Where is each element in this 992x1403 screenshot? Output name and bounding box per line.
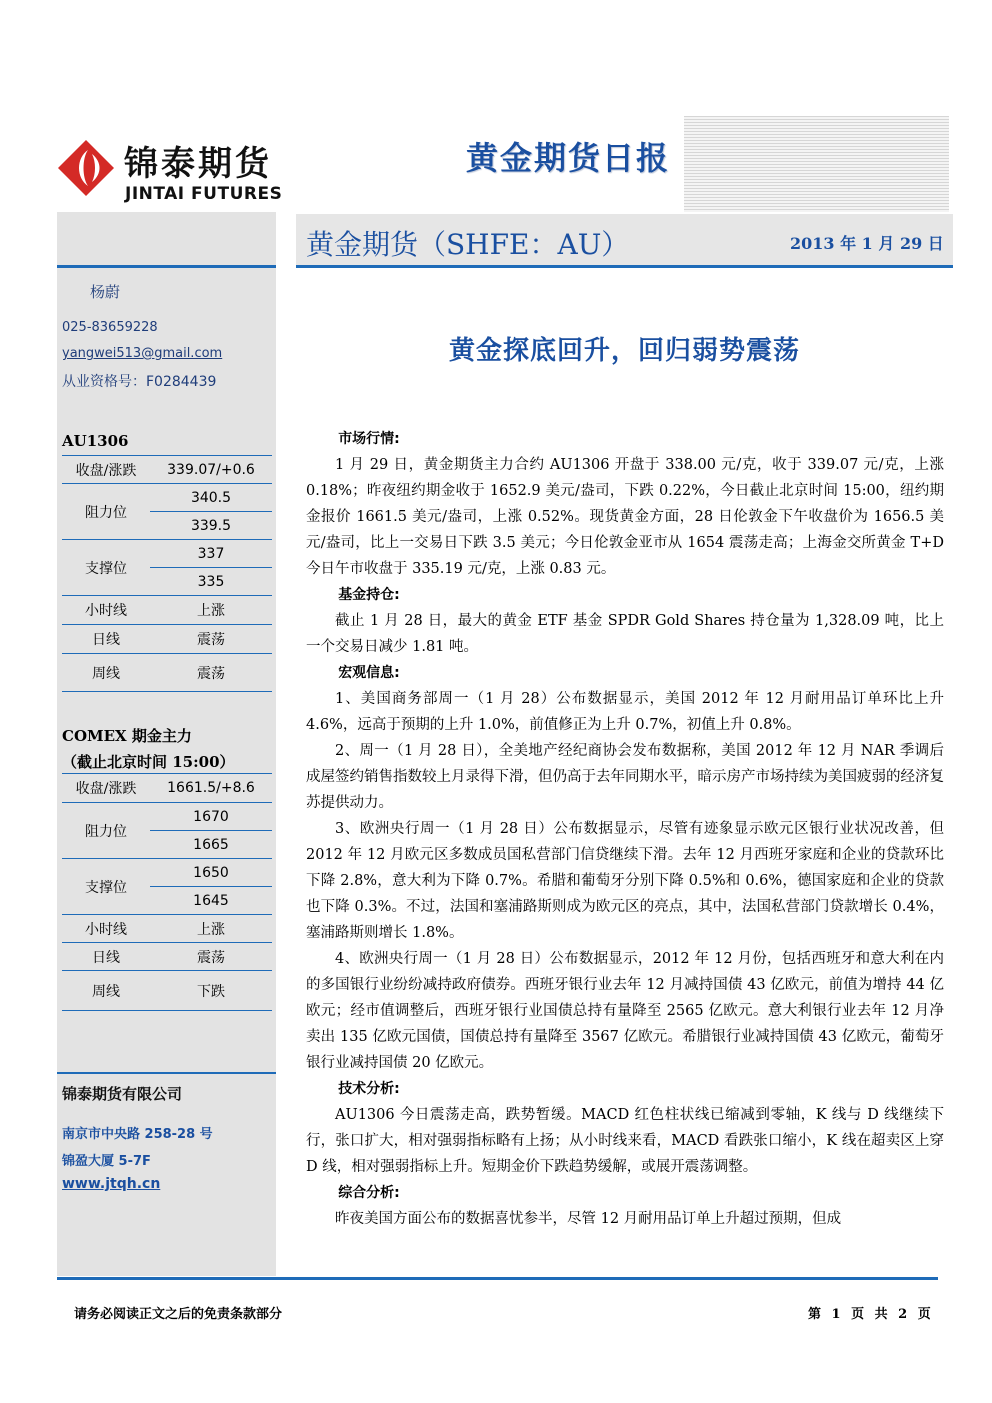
analyst-email-link[interactable]: yangwei513@gmail.com bbox=[62, 346, 223, 361]
au-resistance-label: 阻力位 bbox=[62, 484, 150, 540]
comex-resistance-2: 1665 bbox=[150, 831, 272, 859]
analyst-name: 杨蔚 bbox=[90, 283, 121, 301]
au-resistance-2: 339.5 bbox=[150, 512, 272, 540]
au-daily-value: 震荡 bbox=[150, 625, 272, 654]
paragraph-macro-1: 1、美国商务部周一（1 月 28）公布数据显示，美国 2012 年 12 月耐用品订单环比上升 4.6%，远高于预期的上升 1.0%，前值修正为上升 0.7%，初值上升 0.8%。 bbox=[306, 691, 944, 733]
au-support-label: 支撑位 bbox=[62, 540, 150, 596]
paragraph-macro-2: 2、周一（1 月 28 日），全美地产经纪商协会发布数据称，美国 2012 年 12 月 NAR 季调后成屋签约销售指数较上月录得下滑，但仍高于去年同期水平，暗示房产市场持续为美国疲弱的经济复苏提供动力。 bbox=[306, 743, 944, 811]
au-weekly-value: 震荡 bbox=[150, 654, 272, 692]
comex-support-1: 1650 bbox=[150, 859, 272, 887]
au-daily-label: 日线 bbox=[62, 625, 150, 654]
section-title-market: 市场行情: bbox=[338, 431, 400, 447]
au-hourly-value: 上涨 bbox=[150, 596, 272, 625]
company-address-line2: 锦盈大厦 5-7F bbox=[62, 1154, 151, 1169]
section-title-fund: 基金持仓: bbox=[338, 587, 400, 603]
report-title: 黄金期货日报 bbox=[466, 139, 671, 177]
logo-icon bbox=[58, 140, 114, 196]
au-support-2: 335 bbox=[150, 568, 272, 596]
paragraph-market: 1 月 29 日，黄金期货主力合约 AU1306 开盘于 338.00 元/克，收于 339.07 元/克，上涨 0.18%；昨夜纽约期金收于 1652.9 美元/盎司，下跌 0.22%，今日截止北京时间 15:00，纽约期金报价 1661.5 美元/盎司，上涨 0.52%。现货黄金方面，28 日伦敦金下午收盘价为 1656.5 美元/盎司，比上一交易日下跌 3.5 美元；今日伦敦金亚市从 1654 震荡走高；上海金交所黄金 T+D 今日午市收盘于 335.19 元/克，上涨 0.83 元。 bbox=[306, 457, 944, 577]
comex-weekly-value: 下跌 bbox=[150, 971, 272, 1011]
paragraph-macro-3: 3、欧洲央行周一（1 月 28 日）公布数据显示，尽管有迹象显示欧元区银行业状况改善，但 2012 年 12 月欧元区多数成员国私营部门信贷继续下滑。去年 12 月西班牙家庭和企业的贷款环比下降 2.8%，意大利为下降 0.7%。希腊和葡萄牙分别下降 0.5%和 0.6%，德国家庭和企业的贷款也下降 0.3%。不过，法国和塞浦路斯则成为欧元区的亮点，其中，法国私营部门贷款增长 0.4%，塞浦路斯则增长 1.8%。 bbox=[306, 821, 944, 941]
logo-name-en: JINTAI FUTURES bbox=[125, 184, 283, 204]
logo-name-cn: 锦泰期货 bbox=[124, 144, 272, 184]
header-pattern bbox=[684, 116, 949, 212]
company-divider bbox=[57, 1072, 276, 1074]
analyst-phone: 025-83659228 bbox=[62, 320, 158, 335]
au-hourly-label: 小时线 bbox=[62, 596, 150, 625]
au-close-value: 339.07/+0.6 bbox=[150, 456, 272, 484]
paragraph-macro-4: 4、欧洲央行周一（1 月 28 日）公布数据显示，2012 年 12 月份，包括西班牙和意大利在内的多国银行业纷纷减持政府债券。西班牙银行业去年 12 月减持国债 43 亿欧元，前值为增持 44 亿欧元；经市值调整后，西班牙银行业国债总持有量降至 2565 亿欧元。意大利银行业去年 12 月净卖出 135 亿欧元国债，国债总持有量降至 3567 亿欧元。希腊银行业减持国债 43 亿欧元，葡萄牙银行业减持国债 20 亿欧元。 bbox=[306, 951, 944, 1071]
paragraph-tech: AU1306 今日震荡走高，跌势暂缓。MACD 红色柱状线已缩减到零轴，K 线与 D 线继续下行，张口扩大，相对强弱指标略有上扬；从小时线来看，MACD 看跌张口缩小，K 线在超卖区上穿 D 线，相对强弱指标上升。短期金价下跌趋势缓解，或展开震荡调整。 bbox=[306, 1107, 944, 1175]
section-title-tech: 技术分析: bbox=[338, 1081, 400, 1097]
company-address-line1: 南京市中央路 258-28 号 bbox=[62, 1127, 213, 1142]
comex-resistance-label: 阻力位 bbox=[62, 803, 150, 859]
section-title-macro: 宏观信息: bbox=[338, 665, 400, 681]
comex-support-label: 支撑位 bbox=[62, 859, 150, 915]
company-website-link[interactable]: www.jtqh.cn bbox=[62, 1176, 161, 1192]
comex-daily-label: 日线 bbox=[62, 943, 150, 971]
comex-table bbox=[62, 773, 272, 1011]
footer-divider bbox=[57, 1277, 938, 1280]
au-table bbox=[62, 455, 272, 692]
sidebar-divider bbox=[57, 265, 276, 268]
analyst-license: 从业资格号：F0284439 bbox=[62, 374, 217, 390]
comex-close-value: 1661.5/+8.6 bbox=[150, 774, 272, 803]
comex-close-label: 收盘/涨跌 bbox=[62, 774, 150, 803]
product-band-divider bbox=[296, 265, 953, 268]
footer-page-number: 第 1 页 共 2 页 bbox=[808, 1307, 934, 1322]
paragraph-summary: 昨夜美国方面公布的数据喜忧参半，尽管 12 月耐用品订单上升超过预期，但成 bbox=[335, 1211, 842, 1227]
au-table-title: AU1306 bbox=[62, 432, 129, 450]
comex-weekly-label: 周线 bbox=[62, 971, 150, 1011]
au-weekly-label: 周线 bbox=[62, 654, 150, 692]
au-support-1: 337 bbox=[150, 540, 272, 568]
report-date: 2013 年 1 月 29 日 bbox=[790, 234, 944, 253]
paragraph-fund: 截止 1 月 28 日，最大的黄金 ETF 基金 SPDR Gold Shares 持仓量为 1,328.09 吨，比上一个交易日减少 1.81 吨。 bbox=[306, 613, 944, 655]
comex-table-subtitle: （截止北京时间 15:00） bbox=[62, 753, 235, 771]
section-title-summary: 综合分析: bbox=[338, 1185, 400, 1201]
footer-disclaimer: 请务必阅读正文之后的免责条款部分 bbox=[74, 1307, 283, 1322]
comex-hourly-label: 小时线 bbox=[62, 915, 150, 943]
comex-support-2: 1645 bbox=[150, 887, 272, 915]
au-resistance-1: 340.5 bbox=[150, 484, 272, 512]
comex-daily-value: 震荡 bbox=[150, 943, 272, 971]
product-name: 黄金期货（SHFE：AU） bbox=[306, 228, 630, 261]
au-close-label: 收盘/涨跌 bbox=[62, 456, 150, 484]
comex-table-title: COMEX 期金主力 bbox=[62, 727, 192, 745]
company-name: 锦泰期货有限公司 bbox=[62, 1085, 183, 1103]
report-body bbox=[306, 426, 944, 1232]
product-band-top bbox=[296, 212, 953, 214]
headline: 黄金探底回升，回归弱势震荡 bbox=[448, 336, 800, 366]
comex-resistance-1: 1670 bbox=[150, 803, 272, 831]
comex-hourly-value: 上涨 bbox=[150, 915, 272, 943]
